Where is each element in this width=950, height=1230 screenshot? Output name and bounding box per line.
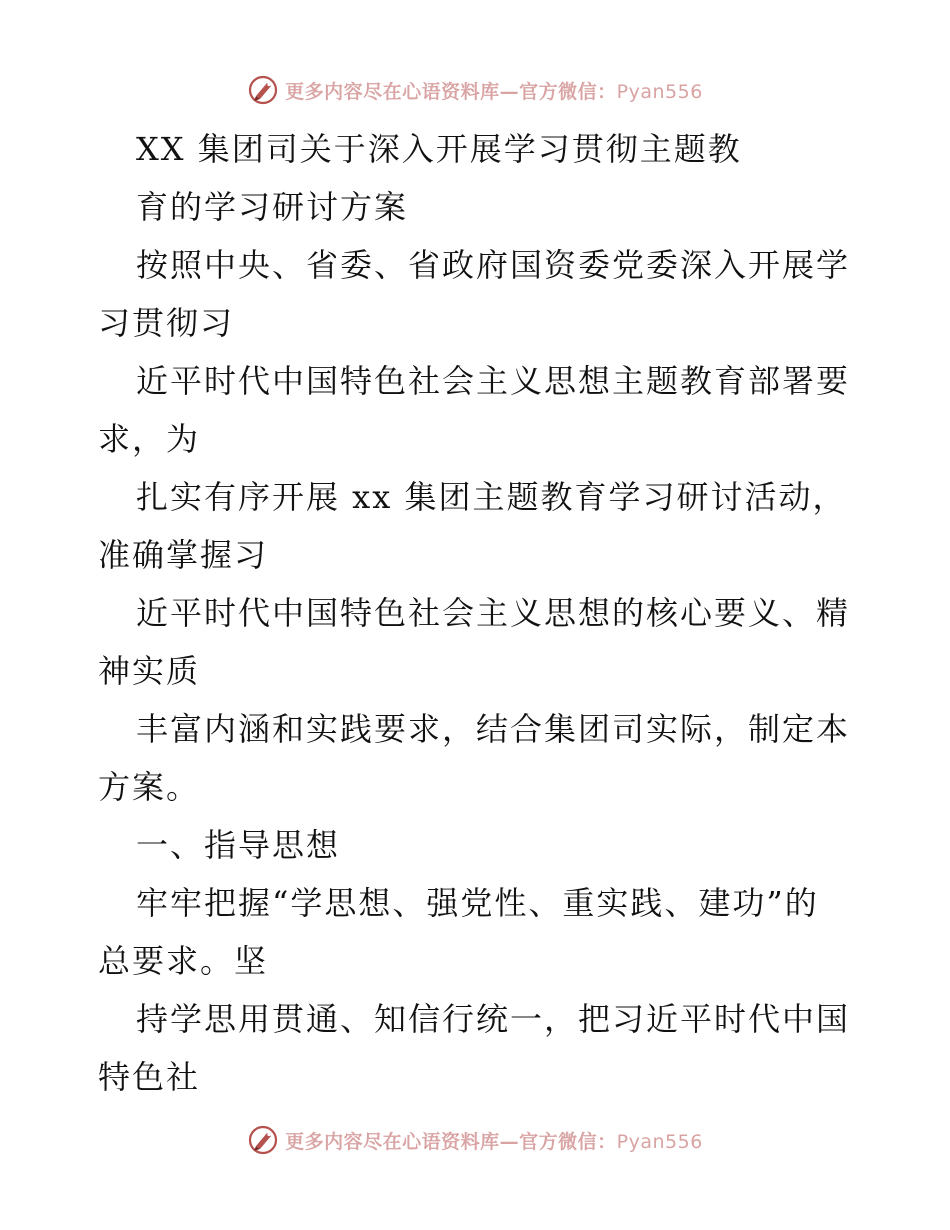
document-line: 育的学习研讨方案 — [136, 188, 409, 226]
document-line: 习贯彻习 — [98, 304, 235, 342]
document-line: 近平时代中国特色社会主义思想的核心要义、精 — [136, 594, 851, 632]
document-line: 牢牢把握“学思想、强党性、重实践、建功”的 — [136, 884, 819, 922]
document-line: 神实质 — [98, 652, 201, 690]
document-line: XX 集团司关于深入开展学习贯彻主题教 — [136, 130, 742, 168]
header-banner-text: 更多内容尽在心语资料库—官方微信：Pyan556 — [285, 80, 703, 103]
footer-banner — [0, 1120, 950, 1160]
pen-logo-icon — [247, 74, 279, 106]
document-line: 一、指导思想 — [136, 826, 341, 864]
header-banner-content — [247, 74, 703, 106]
document-line: 特色社 — [98, 1058, 201, 1096]
document-line: 扎实有序开展 xx 集团主题教育学习研讨活动， — [136, 478, 847, 516]
document-line: 近平时代中国特色社会主义思想主题教育部署要 — [136, 362, 851, 400]
pen-logo-icon — [247, 1124, 279, 1156]
footer-banner-content — [247, 1124, 703, 1156]
footer-banner-handle: Pyan556 — [616, 1130, 703, 1153]
footer-banner-text: 更多内容尽在心语资料库—官方微信：Pyan556 — [285, 1130, 703, 1153]
document-body — [98, 120, 858, 1106]
header-banner — [0, 70, 950, 110]
document-line: 丰富内涵和实践要求，结合集团司实际，制定本 — [136, 710, 851, 748]
document-line: 方案。 — [98, 768, 201, 806]
document-line: 求，为 — [98, 420, 201, 458]
document-line: 总要求。坚 — [98, 942, 269, 980]
document-line: 按照中央、省委、省政府国资委党委深入开展学 — [136, 246, 851, 284]
document-line: 持学思用贯通、知信行统一，把习近平时代中国 — [136, 1000, 851, 1038]
header-banner-handle: Pyan556 — [616, 80, 703, 103]
document-line: 准确掌握习 — [98, 536, 269, 574]
